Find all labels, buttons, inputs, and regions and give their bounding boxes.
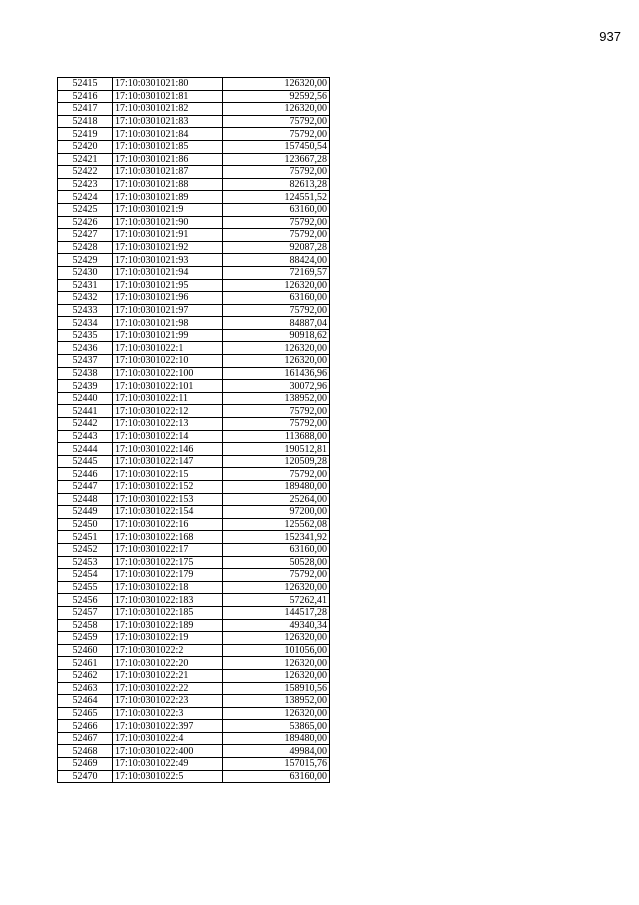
value-cell: 92087,28 (223, 241, 330, 254)
table-row (58, 619, 330, 632)
row-number-cell: 52419 (58, 128, 113, 141)
value-cell: 125562,08 (223, 518, 330, 531)
row-number-cell: 52427 (58, 229, 113, 242)
row-number-cell: 52417 (58, 103, 113, 116)
cadastral-number-cell: 17:10:0301022:1 (113, 342, 223, 355)
table-row (58, 518, 330, 531)
value-cell: 158910,56 (223, 682, 330, 695)
value-cell: 126320,00 (223, 669, 330, 682)
value-cell: 120509,28 (223, 455, 330, 468)
value-cell: 138952,00 (223, 392, 330, 405)
cadastral-number-cell: 17:10:0301021:85 (113, 140, 223, 153)
cadastral-number-cell: 17:10:0301022:185 (113, 606, 223, 619)
row-number-cell: 52435 (58, 329, 113, 342)
value-cell: 126320,00 (223, 581, 330, 594)
cadastral-number-cell: 17:10:0301022:400 (113, 745, 223, 758)
value-cell: 189480,00 (223, 481, 330, 494)
row-number-cell: 52429 (58, 254, 113, 267)
row-number-cell: 52458 (58, 619, 113, 632)
cadastral-number-cell: 17:10:0301022:101 (113, 380, 223, 393)
value-cell: 49340,34 (223, 619, 330, 632)
table-row (58, 644, 330, 657)
table-row (58, 581, 330, 594)
cadastral-number-cell: 17:10:0301022:4 (113, 732, 223, 745)
row-number-cell: 52455 (58, 581, 113, 594)
page-number: 937 (599, 29, 621, 44)
value-cell: 157450,54 (223, 140, 330, 153)
value-cell: 75792,00 (223, 229, 330, 242)
cadastral-number-cell: 17:10:0301022:3 (113, 707, 223, 720)
row-number-cell: 52454 (58, 569, 113, 582)
value-cell: 63160,00 (223, 203, 330, 216)
table-row (58, 103, 330, 116)
value-cell: 75792,00 (223, 304, 330, 317)
row-number-cell: 52430 (58, 266, 113, 279)
table-row (58, 770, 330, 783)
value-cell: 126320,00 (223, 632, 330, 645)
row-number-cell: 52426 (58, 216, 113, 229)
cadastral-number-cell: 17:10:0301021:84 (113, 128, 223, 141)
table-row (58, 317, 330, 330)
row-number-cell: 52445 (58, 455, 113, 468)
table-row (58, 669, 330, 682)
table-row (58, 732, 330, 745)
row-number-cell: 52451 (58, 531, 113, 544)
value-cell: 75792,00 (223, 166, 330, 179)
row-number-cell: 52442 (58, 418, 113, 431)
cadastral-number-cell: 17:10:0301022:15 (113, 468, 223, 481)
table-row (58, 166, 330, 179)
cadastral-number-cell: 17:10:0301021:93 (113, 254, 223, 267)
value-cell: 113688,00 (223, 430, 330, 443)
value-cell: 75792,00 (223, 418, 330, 431)
value-cell: 90918,62 (223, 329, 330, 342)
row-number-cell: 52444 (58, 443, 113, 456)
value-cell: 57262,41 (223, 594, 330, 607)
cadastral-number-cell: 17:10:0301022:18 (113, 581, 223, 594)
table-row (58, 140, 330, 153)
value-cell: 75792,00 (223, 128, 330, 141)
value-cell: 152341,92 (223, 531, 330, 544)
cadastral-number-cell: 17:10:0301022:179 (113, 569, 223, 582)
cadastral-number-cell: 17:10:0301021:9 (113, 203, 223, 216)
cadastral-number-cell: 17:10:0301021:95 (113, 279, 223, 292)
table-row (58, 758, 330, 771)
value-cell: 75792,00 (223, 115, 330, 128)
table-row (58, 392, 330, 405)
value-cell: 63160,00 (223, 770, 330, 783)
value-cell: 72169,57 (223, 266, 330, 279)
row-number-cell: 52415 (58, 78, 113, 91)
cadastral-number-cell: 17:10:0301022:22 (113, 682, 223, 695)
value-cell: 75792,00 (223, 569, 330, 582)
cadastral-number-cell: 17:10:0301022:2 (113, 644, 223, 657)
cadastral-number-cell: 17:10:0301022:14 (113, 430, 223, 443)
row-number-cell: 52460 (58, 644, 113, 657)
row-number-cell: 52418 (58, 115, 113, 128)
table-row (58, 418, 330, 431)
table-row (58, 430, 330, 443)
row-number-cell: 52438 (58, 367, 113, 380)
value-cell: 126320,00 (223, 355, 330, 368)
table-row (58, 254, 330, 267)
table-row (58, 90, 330, 103)
row-number-cell: 52434 (58, 317, 113, 330)
value-cell: 49984,00 (223, 745, 330, 758)
table-row (58, 707, 330, 720)
cadastral-number-cell: 17:10:0301021:98 (113, 317, 223, 330)
cadastral-number-cell: 17:10:0301022:175 (113, 556, 223, 569)
value-cell: 75792,00 (223, 405, 330, 418)
row-number-cell: 52449 (58, 506, 113, 519)
row-number-cell: 52431 (58, 279, 113, 292)
cadastral-number-cell: 17:10:0301021:80 (113, 78, 223, 91)
cadastral-number-cell: 17:10:0301021:83 (113, 115, 223, 128)
value-cell: 126320,00 (223, 342, 330, 355)
cadastral-number-cell: 17:10:0301021:94 (113, 266, 223, 279)
row-number-cell: 52422 (58, 166, 113, 179)
row-number-cell: 52433 (58, 304, 113, 317)
value-cell: 126320,00 (223, 707, 330, 720)
table-row (58, 745, 330, 758)
cadastral-number-cell: 17:10:0301022:49 (113, 758, 223, 771)
table-row (58, 367, 330, 380)
row-number-cell: 52463 (58, 682, 113, 695)
value-cell: 75792,00 (223, 216, 330, 229)
cadastral-number-cell: 17:10:0301021:86 (113, 153, 223, 166)
table-row (58, 380, 330, 393)
table-row (58, 178, 330, 191)
value-cell: 63160,00 (223, 292, 330, 305)
value-cell: 144517,28 (223, 606, 330, 619)
table-row (58, 241, 330, 254)
row-number-cell: 52428 (58, 241, 113, 254)
table-row (58, 355, 330, 368)
cadastral-number-cell: 17:10:0301021:96 (113, 292, 223, 305)
value-cell: 138952,00 (223, 695, 330, 708)
value-cell: 126320,00 (223, 103, 330, 116)
cadastral-number-cell: 17:10:0301022:183 (113, 594, 223, 607)
table-row (58, 443, 330, 456)
table-row (58, 292, 330, 305)
table-row (58, 405, 330, 418)
row-number-cell: 52421 (58, 153, 113, 166)
cadastral-number-cell: 17:10:0301021:90 (113, 216, 223, 229)
value-cell: 190512,81 (223, 443, 330, 456)
table-row (58, 682, 330, 695)
cadastral-number-cell: 17:10:0301022:168 (113, 531, 223, 544)
table-row (58, 115, 330, 128)
row-number-cell: 52432 (58, 292, 113, 305)
row-number-cell: 52425 (58, 203, 113, 216)
cadastral-number-cell: 17:10:0301021:87 (113, 166, 223, 179)
table-row (58, 531, 330, 544)
row-number-cell: 52461 (58, 657, 113, 670)
cadastral-number-cell: 17:10:0301022:12 (113, 405, 223, 418)
table-row (58, 468, 330, 481)
table-row (58, 569, 330, 582)
row-number-cell: 52453 (58, 556, 113, 569)
cadastral-number-cell: 17:10:0301022:5 (113, 770, 223, 783)
row-number-cell: 52446 (58, 468, 113, 481)
table-row (58, 203, 330, 216)
row-number-cell: 52439 (58, 380, 113, 393)
table-row (58, 657, 330, 670)
row-number-cell: 52457 (58, 606, 113, 619)
cadastral-number-cell: 17:10:0301022:20 (113, 657, 223, 670)
cadastral-number-cell: 17:10:0301022:10 (113, 355, 223, 368)
table-row (58, 556, 330, 569)
row-number-cell: 52416 (58, 90, 113, 103)
row-number-cell: 52450 (58, 518, 113, 531)
cadastral-number-cell: 17:10:0301022:23 (113, 695, 223, 708)
cadastral-number-cell: 17:10:0301022:100 (113, 367, 223, 380)
table-row (58, 695, 330, 708)
table-row (58, 279, 330, 292)
value-cell: 126320,00 (223, 78, 330, 91)
value-cell: 101056,00 (223, 644, 330, 657)
cadastral-number-cell: 17:10:0301022:154 (113, 506, 223, 519)
table-body (58, 78, 330, 783)
table-row (58, 191, 330, 204)
row-number-cell: 52470 (58, 770, 113, 783)
value-cell: 97200,00 (223, 506, 330, 519)
table-row (58, 720, 330, 733)
row-number-cell: 52440 (58, 392, 113, 405)
value-cell: 25264,00 (223, 493, 330, 506)
row-number-cell: 52441 (58, 405, 113, 418)
table-row (58, 543, 330, 556)
row-number-cell: 52464 (58, 695, 113, 708)
cadastral-number-cell: 17:10:0301021:97 (113, 304, 223, 317)
cadastral-number-cell: 17:10:0301022:397 (113, 720, 223, 733)
row-number-cell: 52436 (58, 342, 113, 355)
table-row (58, 78, 330, 91)
cadastral-number-cell: 17:10:0301022:146 (113, 443, 223, 456)
row-number-cell: 52456 (58, 594, 113, 607)
cadastral-number-cell: 17:10:0301022:152 (113, 481, 223, 494)
table-row (58, 128, 330, 141)
table-row (58, 506, 330, 519)
cadastral-number-cell: 17:10:0301022:147 (113, 455, 223, 468)
data-table (57, 77, 330, 783)
table-row (58, 481, 330, 494)
cadastral-number-cell: 17:10:0301022:13 (113, 418, 223, 431)
value-cell: 75792,00 (223, 468, 330, 481)
value-cell: 84887,04 (223, 317, 330, 330)
row-number-cell: 52448 (58, 493, 113, 506)
row-number-cell: 52467 (58, 732, 113, 745)
value-cell: 123667,28 (223, 153, 330, 166)
table-row (58, 594, 330, 607)
cadastral-number-cell: 17:10:0301021:88 (113, 178, 223, 191)
value-cell: 88424,00 (223, 254, 330, 267)
cadastral-number-cell: 17:10:0301021:92 (113, 241, 223, 254)
row-number-cell: 52420 (58, 140, 113, 153)
value-cell: 189480,00 (223, 732, 330, 745)
table-row (58, 216, 330, 229)
value-cell: 124551,52 (223, 191, 330, 204)
table-row (58, 329, 330, 342)
value-cell: 63160,00 (223, 543, 330, 556)
cadastral-number-cell: 17:10:0301022:11 (113, 392, 223, 405)
row-number-cell: 52437 (58, 355, 113, 368)
cadastral-number-cell: 17:10:0301022:19 (113, 632, 223, 645)
value-cell: 157015,76 (223, 758, 330, 771)
row-number-cell: 52424 (58, 191, 113, 204)
row-number-cell: 52465 (58, 707, 113, 720)
table-row (58, 266, 330, 279)
table-row (58, 153, 330, 166)
cadastral-number-cell: 17:10:0301021:91 (113, 229, 223, 242)
cadastral-number-cell: 17:10:0301021:99 (113, 329, 223, 342)
value-cell: 30072,96 (223, 380, 330, 393)
value-cell: 92592,56 (223, 90, 330, 103)
row-number-cell: 52469 (58, 758, 113, 771)
table-row (58, 606, 330, 619)
cadastral-number-cell: 17:10:0301022:153 (113, 493, 223, 506)
row-number-cell: 52452 (58, 543, 113, 556)
cadastral-number-cell: 17:10:0301021:89 (113, 191, 223, 204)
value-cell: 126320,00 (223, 279, 330, 292)
cadastral-number-cell: 17:10:0301021:81 (113, 90, 223, 103)
cadastral-number-cell: 17:10:0301022:189 (113, 619, 223, 632)
row-number-cell: 52459 (58, 632, 113, 645)
table-row (58, 455, 330, 468)
table-row (58, 304, 330, 317)
value-cell: 161436,96 (223, 367, 330, 380)
row-number-cell: 52447 (58, 481, 113, 494)
table-row (58, 632, 330, 645)
table-row (58, 342, 330, 355)
value-cell: 50528,00 (223, 556, 330, 569)
row-number-cell: 52468 (58, 745, 113, 758)
cadastral-number-cell: 17:10:0301022:17 (113, 543, 223, 556)
value-cell: 53865,00 (223, 720, 330, 733)
row-number-cell: 52462 (58, 669, 113, 682)
cadastral-number-cell: 17:10:0301022:21 (113, 669, 223, 682)
row-number-cell: 52466 (58, 720, 113, 733)
value-cell: 126320,00 (223, 657, 330, 670)
cadastral-number-cell: 17:10:0301022:16 (113, 518, 223, 531)
table-row (58, 493, 330, 506)
row-number-cell: 52423 (58, 178, 113, 191)
row-number-cell: 52443 (58, 430, 113, 443)
table-row (58, 229, 330, 242)
cadastral-number-cell: 17:10:0301021:82 (113, 103, 223, 116)
value-cell: 82613,28 (223, 178, 330, 191)
